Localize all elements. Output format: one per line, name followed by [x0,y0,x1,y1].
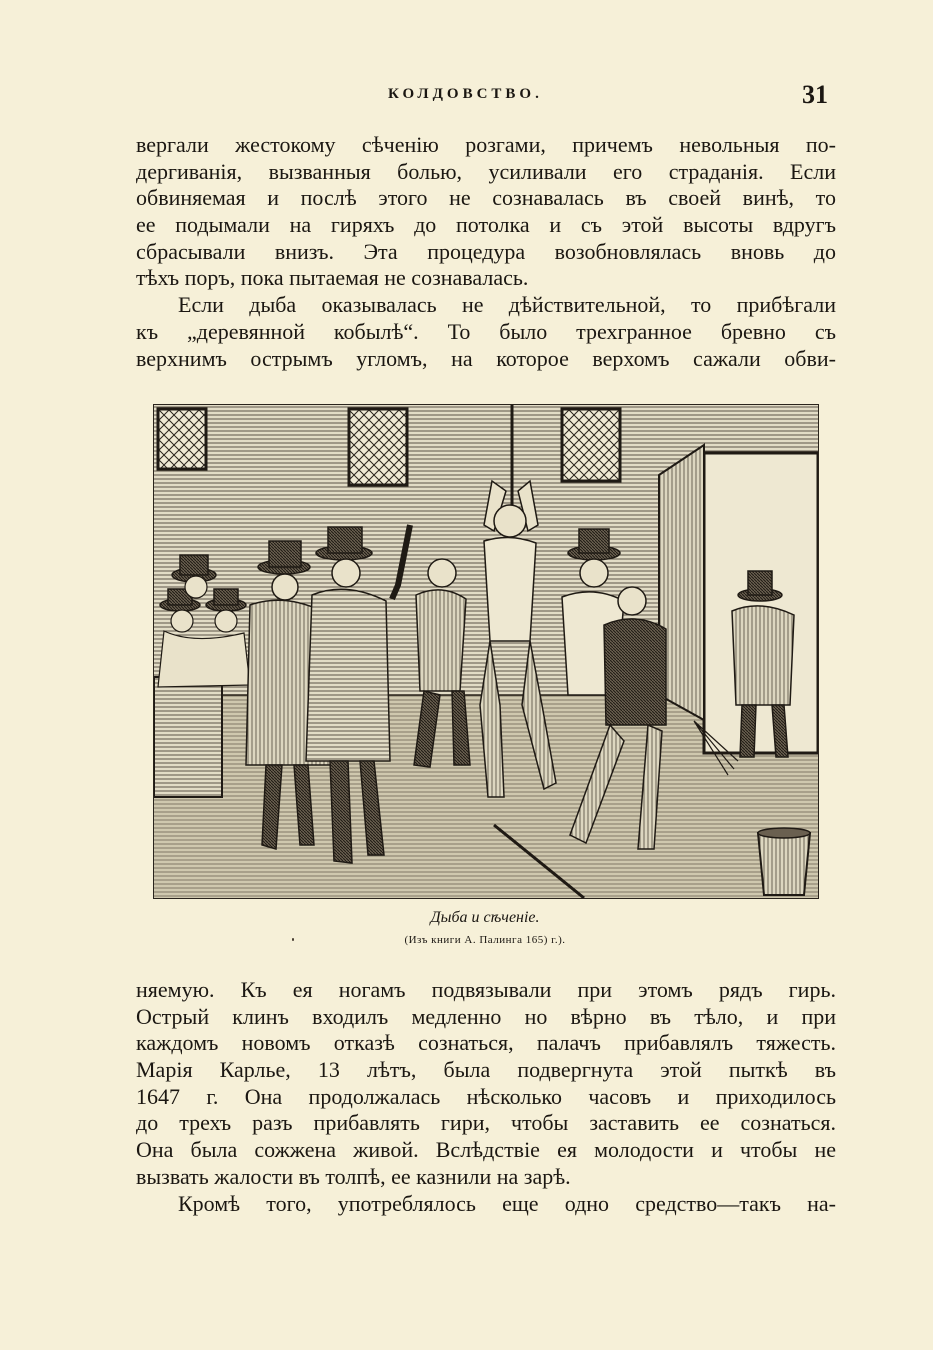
text-line: каждомъ новомъ отказѣ сознаться, палачъ прибавлялъ тяжесть. [136,1030,836,1056]
text-line: обвиняемая и послѣ этого не сознавалась въ своей винѣ, то [136,185,836,211]
text-line: Кромѣ того, употреблялось еще одно средство—такъ на- [178,1190,836,1216]
text-line: тѣхъ поръ, пока пытаемая не сознавалась. [136,265,529,291]
text-line: ее подымали на гиряхъ до потолка и съ этой высоты вдругъ [136,212,836,238]
text-line: Если дыба оказывалась не дѣйствительной, то прибѣгали [178,292,836,318]
engraving-drawing [154,405,818,898]
text-line: Она была сожжена живой. Вслѣдствіе ея молодости и чтобы не [136,1137,836,1163]
text-line: сбрасывали внизъ. Эта процедура возобновлялась вновь до [136,238,836,264]
text-line: Острый клинъ входилъ медленно но вѣрно въ тѣло, и при [136,1003,836,1029]
text-line: дергиванія, вызванныя болью, усиливали его страданія. Если [136,158,836,184]
text-line: 1647 г. Она продолжалась нѣсколько часовъ и приходилось [136,1083,836,1109]
text-block-bottom [136,977,836,1217]
text-line: няемую. Къ ея ногамъ подвязывали при этомъ рядъ гирь. [136,977,836,1002]
text-line: вызвать жалости въ толпѣ, ее казнили на зарѣ. [136,1163,571,1189]
text-line: верхнимъ острымъ угломъ, на которое верхомъ сажали обви- [136,345,836,371]
text-line: вергали жестокому сѣченію розгами, причемъ невольныя по- [136,132,836,157]
page-number: 31 [802,80,828,109]
text-line: къ „деревянной кобылѣ“. То было трехгранное бревно съ [136,318,836,344]
running-head: КОЛДОВСТВО. [388,86,543,102]
text-line: Марія Карлье, 13 лѣтъ, была подвергнута этой пыткѣ въ [136,1057,836,1083]
figure-source: (Изъ книги А. Палинга 165) г.). [404,934,566,946]
engraving-illustration [153,404,819,899]
figure-caption: Дыба и сѣченіе. [430,909,540,926]
paper-speck [292,938,294,941]
text-block-top [136,132,836,372]
text-line: до трехъ разъ прибавлять гири, чтобы заставить ее сознаться. [136,1110,836,1136]
